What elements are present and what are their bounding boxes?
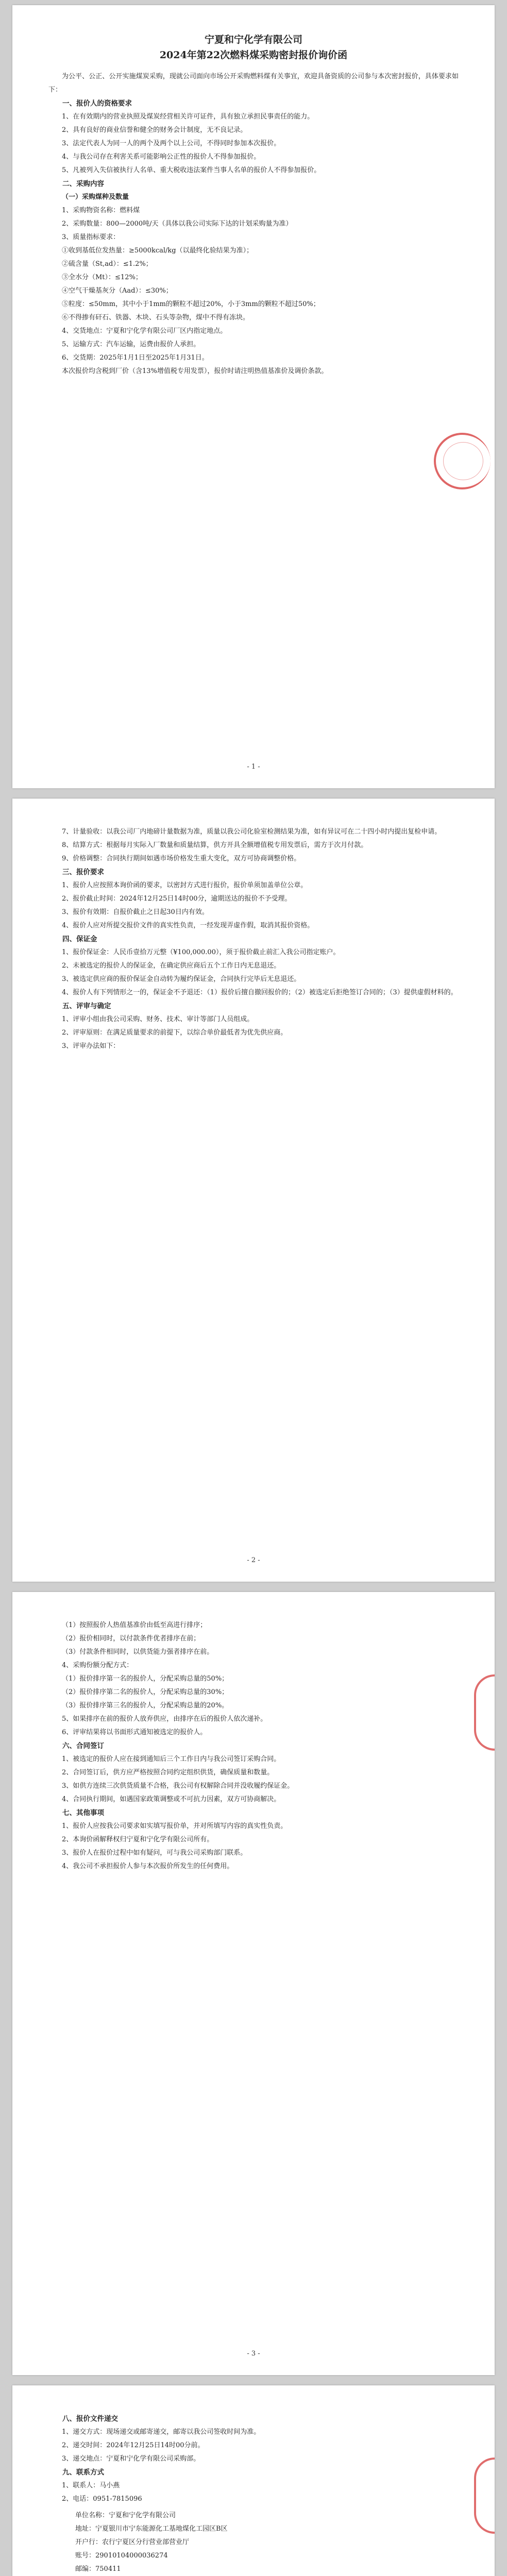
section2-item: 7、计量验收：以我公司厂内地磅计量数据为准，质量以我公司化验室检测结果为准，如有异议可在二十四小时内提出复检申请。	[62, 828, 442, 836]
section2-note: 本次报价均含税到厂价（含13%增值税专用发票），报价时请注明热值基准价及调价条款。	[62, 367, 328, 375]
intro-paragraph: 为公平、公正、公开实施煤炭采购，现就公司面向市场公开采购燃料煤有关事宜，欢迎具备资质的公司参与本次密封报价，具体要求如下：	[48, 73, 459, 94]
section9-heading: 九、联系方式	[62, 2468, 104, 2477]
section5-heading: 五、评审与确定	[62, 1002, 111, 1010]
section7-item: 2、本询价函解释权归宁夏和宁化学有限公司所有。	[62, 1836, 214, 1843]
quality-item: ⑤粒度：≤50mm，其中小于1mm的颗粒不超过20%，小于3mm的颗粒不超过50%；	[62, 300, 320, 308]
section5-item: （1）报价排序第一名的报价人，分配采购总量的50%；	[62, 1675, 229, 1683]
contact-company: 单位名称：宁夏和宁化学有限公司	[75, 2512, 176, 2519]
section6-item: 3、如供方连续三次供货质量不合格，我公司有权解除合同并没收履约保证金。	[62, 1782, 294, 1790]
section5-item: 1、评审小组由我公司采购、财务、技术、审计等部门人员组成。	[62, 1015, 254, 1023]
contact-address: 地址：宁夏银川市宁东能源化工基地煤化工园区B区	[75, 2525, 228, 2533]
section3-item: 1、报价人应按照本询价函的要求，以密封方式进行报价，报价单须加盖单位公章。	[62, 882, 308, 889]
contact-block	[48, 2509, 459, 2576]
section3-item: 3、报价有效期：自报价截止之日起30日内有效。	[62, 908, 209, 916]
section3-heading: 三、报价要求	[62, 868, 104, 876]
section5-item: （1）按照报价人热值基准价由低至高进行排序；	[62, 1621, 207, 1629]
section5-item: 3、评审办法如下：	[62, 1042, 120, 1050]
document-page-3	[12, 1592, 495, 2375]
section5-item: 4、采购份额分配方式：	[62, 1662, 133, 1669]
section1-item: 3、法定代表人为同一人的两个及两个以上公司，不得同时参加本次报价。	[62, 140, 281, 147]
section8-item: 3、递交地点：宁夏和宁化学有限公司采购部。	[62, 2455, 200, 2463]
section1-item: 4、与我公司存在利害关系可能影响公正性的报价人不得参加报价。	[62, 153, 261, 161]
section4-item: 1、报价保证金：人民币壹拾万元整（¥100,000.00），须于报价截止前汇入我公司指定账户。	[62, 948, 340, 956]
section2-item: 4、交货地点：宁夏和宁化学有限公司厂区内指定地点。	[62, 327, 227, 335]
section2-item: 2、采购数量：800—2000吨/天（具体以我公司实际下达的计划采购量为准）	[62, 220, 293, 228]
page-number: - 1 -	[247, 763, 260, 771]
section1-item: 2、具有良好的商业信誉和健全的财务会计制度，无不良记录。	[62, 126, 247, 134]
page-number: - 3 -	[247, 2350, 260, 2358]
document-title: 2024年第22次燃料煤采购密封报价询价函	[159, 49, 348, 61]
section5-item: 6、评审结果将以书面形式通知被选定的报价人。	[62, 1728, 207, 1736]
quality-item: ⑥不得掺有矸石、铁器、木块、石头等杂物，煤中不得有冻块。	[62, 314, 250, 321]
section2-item: 9、价格调整：合同执行期间如遇市场价格发生重大变化，双方可协商调整价格。	[62, 855, 301, 862]
page-number: - 2 -	[247, 1556, 260, 1564]
section7-item: 4、我公司不承担报价人参与本次报价所发生的任何费用。	[62, 1862, 234, 1870]
quality-item: ④空气干燥基灰分（Aad）：≤30%；	[62, 287, 173, 295]
section2-item: 5、运输方式：汽车运输，运费由报价人承担。	[62, 341, 200, 348]
contact-bank: 开户行：农行宁夏区分行营业部营业厅	[75, 2538, 190, 2546]
section1-item: 5、凡被列入失信被执行人名单、重大税收违法案件当事人名单的报价人不得参加报价。	[62, 166, 321, 174]
section2-item: 8、结算方式：根据每月实际入厂数量和质量结算，供方开具全额增值税专用发票后，需方于次月付款。	[62, 841, 368, 849]
section1-item: 1、在有效期内的营业执照及煤炭经营相关许可证件，具有独立承担民事责任的能力。	[62, 113, 314, 121]
margin-seal	[434, 433, 491, 489]
section3-item: 2、报价截止时间：2024年12月25日14时00分，逾期送达的报价不予受理。	[62, 895, 292, 903]
section4-item: 2、未被选定的报价人的保证金，在确定供应商后五个工作日内无息退还。	[62, 962, 281, 970]
section7-heading: 七、其他事项	[62, 1809, 104, 1817]
section6-item: 2、合同签订后，供方应严格按照合同约定组织供货，确保质量和数量。	[62, 1769, 274, 1776]
contact-account: 账号：29010104000036274	[75, 2552, 168, 2560]
contact-postcode: 邮编：750411	[75, 2565, 121, 2573]
section5-item: 5、如果排序在前的报价人放弃供应，由排序在后的报价人依次递补。	[62, 1715, 267, 1723]
section8-item: 1、递交方式：现场递交或邮寄递交，邮寄以我公司签收时间为准。	[62, 2428, 261, 2436]
seam-stamp	[474, 2458, 495, 2534]
section8-heading: 八、报价文件递交	[62, 2415, 118, 2423]
section2-subheading: （一）采购煤种及数量	[62, 193, 129, 201]
section1-heading: 一、报价人的资格要求	[62, 99, 132, 108]
section3-item: 4、报价人应对所提交报价文件的真实性负责，一经发现弄虚作假，取消其报价资格。	[62, 922, 314, 929]
seam-stamp	[474, 1674, 495, 1751]
section2-item: 6、交货期：2025年1月1日至2025年1月31日。	[62, 354, 209, 362]
section5-item: （2）报价相同时，以付款条件优者排序在前；	[62, 1635, 200, 1642]
quality-item: ①收到基低位发热量：≥5000kcal/kg（以最终化验结果为准）；	[62, 247, 254, 255]
section2-item: 3、质量指标要求：	[62, 233, 120, 241]
section2-item: 1、采购物资名称：燃料煤	[62, 207, 140, 214]
section5-item: （3）报价排序第三名的报价人，分配采购总量的20%。	[62, 1702, 229, 1709]
section5-item: （2）报价排序第二名的报价人，分配采购总量的30%；	[62, 1688, 229, 1696]
quality-item: ②硫含量（St,ad）：≤1.2%；	[62, 260, 153, 268]
company-title: 宁夏和宁化学有限公司	[204, 34, 302, 45]
section9-item: 2、电话：0951-7815096	[62, 2495, 142, 2503]
section7-item: 1、报价人应按我公司要求如实填写报价单，并对所填写内容的真实性负责。	[62, 1822, 288, 1830]
section4-item: 3、被选定供应商的报价保证金自动转为履约保证金，合同执行完毕后无息退还。	[62, 975, 301, 983]
section6-item: 1、被选定的报价人应在接到通知后三个工作日内与我公司签订采购合同。	[62, 1755, 281, 1763]
document-page-1	[12, 5, 495, 788]
section4-item: 4、报价人有下列情形之一的，保证金不予退还：（1）报价后擅自撤回报价的；（2）被选定后拒绝签订合同的；（3）提供虚假材料的。	[62, 989, 458, 996]
section2-heading: 二、采购内容	[62, 180, 104, 188]
section8-item: 2、递交时间：2024年12月25日14时00分前。	[62, 2442, 205, 2449]
section5-item: 2、评审原则：在满足质量要求的前提下，以综合单价最低者为优先供应商。	[62, 1029, 288, 1037]
section9-item: 1、联系人：马小燕	[62, 2482, 120, 2489]
section5-item: （3）付款条件相同时，以供货能力强者排序在前。	[62, 1648, 214, 1656]
section4-heading: 四、保证金	[62, 935, 97, 943]
section6-item: 4、合同执行期间，如遇国家政策调整或不可抗力因素，双方可协商解决。	[62, 1795, 281, 1803]
document-page-2	[12, 799, 495, 1582]
section7-item: 3、报价人在报价过程中如有疑问，可与我公司采购部门联系。	[62, 1849, 247, 1857]
quality-item: ③全水分（Mt）：≤12%；	[62, 274, 142, 281]
document-page-4	[12, 2385, 495, 2576]
section6-heading: 六、合同签订	[62, 1742, 104, 1750]
